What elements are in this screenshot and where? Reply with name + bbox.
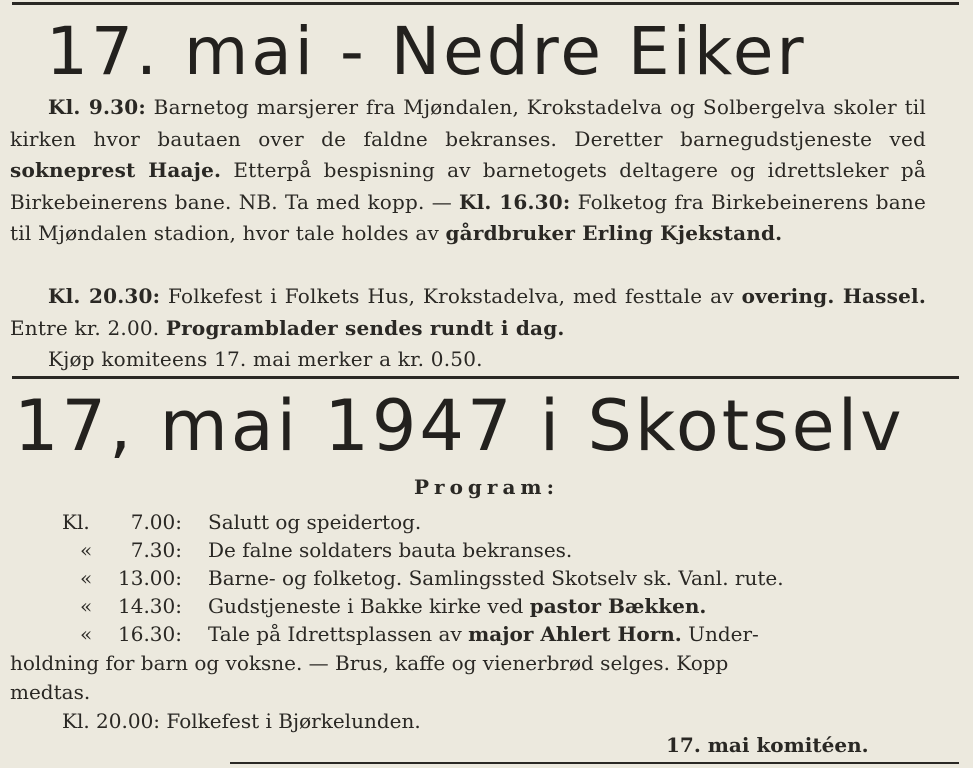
paragraph-merker: Kjøp komiteens 17. mai merker a kr. 0.50. (48, 347, 483, 372)
program-row-label: Kl. (62, 510, 90, 534)
program-row-description (208, 619, 759, 649)
text-run: Gudstjeneste i Bakke kirke ved (208, 594, 530, 618)
bold-text: Kl. 9.30: (48, 95, 146, 119)
text-run: Salutt og speidertog. (208, 510, 422, 534)
bold-text: major Ahlert Horn. (468, 622, 682, 646)
bold-text: pastor Bækken. (529, 594, 707, 618)
text-run: Tale på Idrettsplassen av (208, 622, 469, 646)
text-run: De falne soldaters bauta bekranses. (208, 538, 573, 562)
top-rule (12, 2, 959, 5)
program-row (0, 535, 973, 565)
bold-text: overing. Hassel. (741, 284, 926, 308)
bold-text: gårdbruker Erling Kjekstand. (445, 221, 783, 246)
program-row-description (208, 563, 784, 593)
program-row (0, 563, 973, 593)
program-row-label: « (80, 538, 93, 562)
text-run: Barnetog marsjerer fra Mjøndalen, Krokstadelva og Solbergelva skoler til kirken hvor bautaen over de faldne bekranses. Deretter barnegudstjeneste ved (10, 95, 926, 151)
program-row (0, 591, 973, 621)
bold-text: sokneprest Haaje. (10, 158, 222, 183)
program-row (0, 507, 973, 537)
paragraph-evening-festival (10, 281, 926, 376)
program-row-description (208, 591, 706, 621)
program-continuation-2: medtas. (10, 680, 91, 704)
text-run: Entre kr. 2.00. (10, 315, 166, 340)
text-run: Folkefest i Folkets Hus, Krokstadelva, med festtale av (160, 284, 742, 308)
headline-skotselv: 17, mai 1947 i Skotselv (14, 385, 905, 467)
program-label: Program: (414, 475, 559, 499)
program-continuation-1: holdning for barn og voksne. — Brus, kaffe og vienerbrød selges. Kopp (10, 651, 729, 675)
program-row-time: 7.00: (130, 510, 182, 534)
bold-text: Kl. 16.30: (459, 189, 571, 214)
program-row-description (208, 535, 572, 565)
bottom-rule (230, 762, 959, 764)
program-row-description (208, 507, 421, 537)
text-run: Etterpå bespisning av barnetogets deltagere og idrettsleker på Birkebeinerens bane. NB. Ta med kopp. — (10, 158, 926, 214)
program-row-label: « (80, 566, 93, 590)
program-row-time: 13.00: (118, 566, 182, 590)
program-row-time: 7.30: (130, 538, 182, 562)
section-divider (12, 376, 959, 379)
program-row-time: 16.30: (118, 622, 182, 646)
paragraph-nedre-eiker-program (10, 92, 926, 250)
bold-text: Programblader sendes rundt i dag. (165, 315, 565, 340)
program-row-label: « (80, 622, 93, 646)
text-run: Under- (681, 622, 759, 646)
text-run: Barne- og folketog. Samlingssted Skotselv sk. Vanl. rute. (208, 566, 784, 590)
headline-nedre-eiker: 17. mai - Nedre Eiker (46, 13, 807, 90)
program-row-label: « (80, 594, 93, 618)
program-last-row: Kl. 20.00: Folkefest i Bjørkelunden. (62, 709, 421, 733)
program-row-time: 14.30: (118, 594, 182, 618)
program-row (0, 619, 973, 649)
signature: 17. mai komitéen. (666, 733, 869, 757)
bold-text: Kl. 20.30: (48, 284, 161, 308)
text-run: Folketog fra Birkebeinerens bane til Mjøndalen stadion, hvor tale holdes av (10, 189, 927, 246)
